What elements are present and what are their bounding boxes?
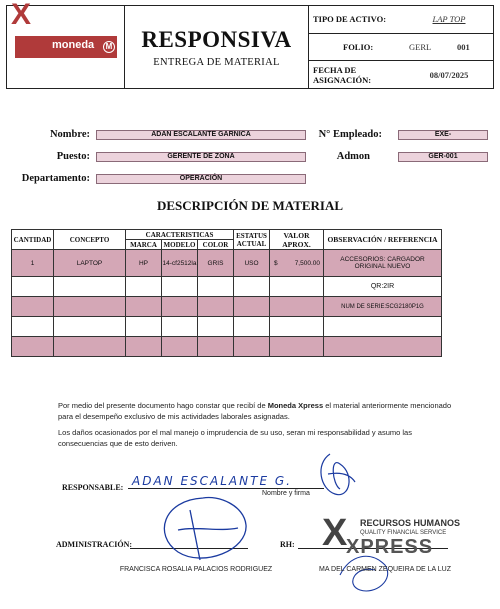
- cell-currency: $: [274, 259, 278, 267]
- header-modelo: MODELO: [162, 240, 198, 250]
- header-meta: [309, 6, 493, 88]
- admon-label: Admon: [336, 151, 370, 162]
- cell-valor-amount: 7,500.00: [294, 259, 320, 267]
- company-logo: [7, 0, 125, 88]
- header-marca: MARCA: [126, 240, 162, 250]
- logo-x-icon: X: [11, 0, 32, 31]
- fecha-value: 08/07/2025: [429, 69, 469, 80]
- rh-stamp-x-icon: X: [322, 512, 348, 554]
- admin-name: FRANCISCA ROSALIA PALACIOS RODRIGUEZ: [119, 566, 273, 573]
- cell-observacion-3: NUM DE SERIE:5CG2180P1G: [324, 297, 442, 317]
- rh-stamp-word: XPRESS: [346, 536, 434, 558]
- cell-marca: HP: [126, 250, 162, 277]
- document-subtitle: ENTREGA DE MATERIAL: [153, 56, 280, 68]
- administracion-label: ADMINISTRACIÓN:: [56, 540, 133, 549]
- empleado-label: N° Empleado:: [318, 129, 382, 140]
- responsable-label: RESPONSABLE:: [62, 483, 124, 492]
- document-header: [6, 0, 494, 89]
- header-observacion: OBSERVACIÓN / REFERENCIA: [324, 230, 442, 250]
- cell-observacion-1: ACCESORIOS: CARGADOR ORIGINAL NUEVO: [324, 250, 442, 277]
- paragraph-1: Por medio del presente documento hago constar que recibí de Moneda Xpress el material anteriormente mencionado para el desempeño exclusivo de mis actividades laborales asignadas.: [58, 401, 452, 421]
- table-row: [12, 297, 442, 317]
- section-title: DESCRIPCIÓN DE MATERIAL: [156, 198, 344, 213]
- material-table: [11, 229, 442, 357]
- departamento-field: OPERACIÓN: [96, 174, 306, 184]
- logo-text: moneda: [52, 39, 95, 51]
- tipo-activo-label: TIPO DE ACTIVO:: [313, 14, 387, 25]
- nombre-label: Nombre:: [49, 129, 90, 140]
- cell-estatus: USO: [234, 250, 270, 277]
- cell-cantidad: 1: [12, 250, 54, 277]
- table-row: [12, 277, 442, 297]
- header-concepto: CONCEPTO: [54, 230, 126, 250]
- cell-color: GRIS: [198, 250, 234, 277]
- admon-field: GER-001: [398, 152, 488, 162]
- cell-valor: [270, 250, 324, 277]
- header-estatus: ESTATUS ACTUAL: [234, 230, 270, 250]
- table-row: [12, 317, 442, 337]
- nombre-firma-caption: Nombre y firma: [262, 490, 310, 497]
- logo-badge-icon: M: [103, 41, 115, 53]
- tipo-activo-value: LAP TOP: [432, 14, 466, 25]
- table-row: [12, 337, 442, 357]
- folio-prefix: GERL: [409, 42, 431, 52]
- departamento-label: Departamento:: [21, 173, 90, 184]
- table-row: [12, 250, 442, 277]
- nombre-field: ADAN ESCALANTE GARNICA: [96, 130, 306, 140]
- cell-modelo: 14-cf2512la: [162, 250, 198, 277]
- empleado-field: EXE-: [398, 130, 488, 140]
- responsable-handwriting: ADAN ESCALANTE G.: [132, 474, 292, 488]
- rh-name: MA DEL CARMEN ZEQUEIRA DE LA LUZ: [319, 566, 451, 573]
- rh-label: RH:: [280, 540, 295, 549]
- cell-concepto: LAPTOP: [54, 250, 126, 277]
- admin-signature-icon: [148, 490, 258, 570]
- rh-stamp-title: RECURSOS HUMANOS: [360, 518, 461, 528]
- header-cantidad: CANTIDAD: [12, 230, 54, 250]
- folio-label: FOLIO:: [343, 42, 374, 52]
- document-title: RESPONSIVA: [141, 26, 292, 52]
- header-valor: VALOR APROX.: [270, 230, 324, 250]
- paragraph-2: Los daños ocasionados por el mal manejo o imprudencia de su uso, seran mi responsabilidad y asumo las consecuencias que de esto deriven.: [58, 428, 412, 448]
- header-caracteristicas: CARACTERISTICAS: [126, 230, 234, 240]
- responsable-signature-icon: [310, 444, 360, 504]
- rh-stamp-subtitle: QUALITY FINANCIAL SERVICE: [360, 530, 447, 536]
- fecha-label: FECHA DE ASIGNACIÓN:: [313, 64, 372, 85]
- folio-number: 001: [457, 42, 470, 52]
- header-color: COLOR: [198, 240, 234, 250]
- cell-observacion-2: QR:2IR: [324, 277, 442, 297]
- company-name: Moneda Xpress: [267, 401, 324, 410]
- puesto-label: Puesto:: [56, 151, 90, 162]
- puesto-field: GERENTE DE ZONA: [96, 152, 306, 162]
